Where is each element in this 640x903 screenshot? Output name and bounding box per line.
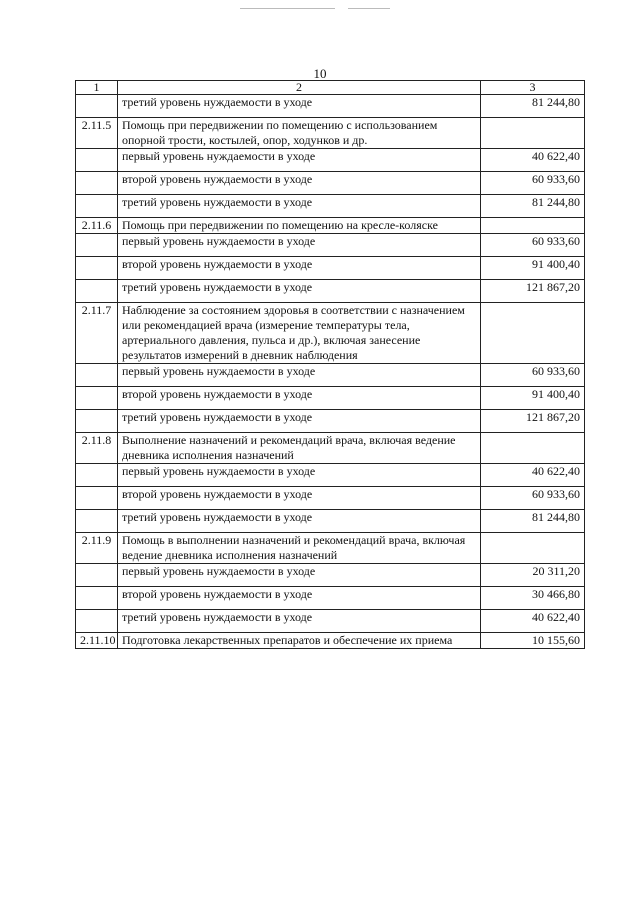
section-row bbox=[76, 218, 585, 234]
empty-code-cell bbox=[76, 364, 118, 387]
column-header: 1 bbox=[76, 81, 118, 95]
section-code: 2.11.5 bbox=[76, 118, 118, 149]
section-code: 2.11.6 bbox=[76, 218, 118, 234]
empty-code-cell bbox=[76, 464, 118, 487]
column-header: 2 bbox=[118, 81, 481, 95]
care-level-label: второй уровень нуждаемости в уходе bbox=[118, 487, 481, 510]
section-description: Выполнение назначений и рекомендаций врача, включая ведение дневника исполнения назначений bbox=[118, 433, 481, 464]
scan-artifact-line bbox=[348, 8, 390, 9]
level-row bbox=[76, 172, 585, 195]
care-level-label: первый уровень нуждаемости в уходе bbox=[118, 564, 481, 587]
level-row bbox=[76, 195, 585, 218]
tariff-value bbox=[481, 218, 585, 234]
tariff-value bbox=[481, 533, 585, 564]
section-row bbox=[76, 433, 585, 464]
empty-code-cell bbox=[76, 172, 118, 195]
level-row bbox=[76, 234, 585, 257]
tariff-table bbox=[75, 80, 585, 649]
care-level-label: третий уровень нуждаемости в уходе bbox=[118, 410, 481, 433]
tariff-value: 20 311,20 bbox=[481, 564, 585, 587]
section-description: Помощь при передвижении по помещению на кресле-коляске bbox=[118, 218, 481, 234]
level-row bbox=[76, 587, 585, 610]
table-header-row bbox=[76, 81, 585, 95]
empty-code-cell bbox=[76, 387, 118, 410]
level-row bbox=[76, 487, 585, 510]
empty-code-cell bbox=[76, 280, 118, 303]
empty-code-cell bbox=[76, 95, 118, 118]
care-level-label: второй уровень нуждаемости в уходе bbox=[118, 387, 481, 410]
level-row bbox=[76, 280, 585, 303]
section-description: Помощь в выполнении назначений и рекомендаций врача, включая ведение дневника исполнения назначений bbox=[118, 533, 481, 564]
care-level-label: первый уровень нуждаемости в уходе bbox=[118, 149, 481, 172]
scan-artifact-line bbox=[240, 8, 335, 9]
empty-code-cell bbox=[76, 195, 118, 218]
tariff-value: 40 622,40 bbox=[481, 149, 585, 172]
empty-code-cell bbox=[76, 257, 118, 280]
section-row bbox=[76, 118, 585, 149]
section-row bbox=[76, 633, 585, 649]
empty-code-cell bbox=[76, 510, 118, 533]
tariff-value: 91 400,40 bbox=[481, 387, 585, 410]
care-level-label: первый уровень нуждаемости в уходе bbox=[118, 464, 481, 487]
level-row bbox=[76, 610, 585, 633]
tariff-value: 121 867,20 bbox=[481, 280, 585, 303]
tariff-value: 40 622,40 bbox=[481, 610, 585, 633]
empty-code-cell bbox=[76, 149, 118, 172]
tariff-value: 40 622,40 bbox=[481, 464, 585, 487]
care-level-label: третий уровень нуждаемости в уходе bbox=[118, 195, 481, 218]
tariff-value bbox=[481, 303, 585, 364]
tariff-value: 10 155,60 bbox=[481, 633, 585, 649]
table-body bbox=[76, 95, 585, 649]
tariff-value: 30 466,80 bbox=[481, 587, 585, 610]
section-row bbox=[76, 533, 585, 564]
section-description: Подготовка лекарственных препаратов и обеспечение их приема bbox=[118, 633, 481, 649]
section-code: 2.11.8 bbox=[76, 433, 118, 464]
empty-code-cell bbox=[76, 564, 118, 587]
tariff-value bbox=[481, 433, 585, 464]
level-row bbox=[76, 149, 585, 172]
level-row bbox=[76, 387, 585, 410]
empty-code-cell bbox=[76, 234, 118, 257]
column-header: 3 bbox=[481, 81, 585, 95]
page-number: 10 bbox=[313, 66, 327, 81]
level-row bbox=[76, 364, 585, 387]
tariff-value: 81 244,80 bbox=[481, 195, 585, 218]
section-description: Помощь при передвижении по помещению с использованием опорной трости, костылей, опор, ходунков и др. bbox=[118, 118, 481, 149]
tariff-value bbox=[481, 118, 585, 149]
tariff-value: 60 933,60 bbox=[481, 234, 585, 257]
care-level-label: третий уровень нуждаемости в уходе bbox=[118, 95, 481, 118]
tariff-value: 60 933,60 bbox=[481, 487, 585, 510]
empty-code-cell bbox=[76, 610, 118, 633]
section-code: 2.11.10 bbox=[76, 633, 118, 649]
care-level-label: третий уровень нуждаемости в уходе bbox=[118, 510, 481, 533]
section-row bbox=[76, 303, 585, 364]
care-level-label: первый уровень нуждаемости в уходе bbox=[118, 364, 481, 387]
empty-code-cell bbox=[76, 487, 118, 510]
empty-code-cell bbox=[76, 587, 118, 610]
care-level-label: второй уровень нуждаемости в уходе bbox=[118, 257, 481, 280]
level-row bbox=[76, 410, 585, 433]
level-row bbox=[76, 510, 585, 533]
care-level-label: второй уровень нуждаемости в уходе bbox=[118, 587, 481, 610]
section-description: Наблюдение за состоянием здоровья в соответствии с назначением или рекомендацией врача (измерение температуры тела, артериального давления, пульса и др.), включая занесение результатов измерений в дневник наблюдения bbox=[118, 303, 481, 364]
tariff-value: 60 933,60 bbox=[481, 364, 585, 387]
level-row bbox=[76, 464, 585, 487]
level-row bbox=[76, 564, 585, 587]
tariff-value: 121 867,20 bbox=[481, 410, 585, 433]
tariff-value: 81 244,80 bbox=[481, 95, 585, 118]
tariff-value: 91 400,40 bbox=[481, 257, 585, 280]
care-level-label: первый уровень нуждаемости в уходе bbox=[118, 234, 481, 257]
level-row bbox=[76, 257, 585, 280]
section-code: 2.11.9 bbox=[76, 533, 118, 564]
tariff-value: 81 244,80 bbox=[481, 510, 585, 533]
care-level-label: третий уровень нуждаемости в уходе bbox=[118, 280, 481, 303]
care-level-label: третий уровень нуждаемости в уходе bbox=[118, 610, 481, 633]
empty-code-cell bbox=[76, 410, 118, 433]
care-level-label: второй уровень нуждаемости в уходе bbox=[118, 172, 481, 195]
level-row bbox=[76, 95, 585, 118]
section-code: 2.11.7 bbox=[76, 303, 118, 364]
tariff-value: 60 933,60 bbox=[481, 172, 585, 195]
